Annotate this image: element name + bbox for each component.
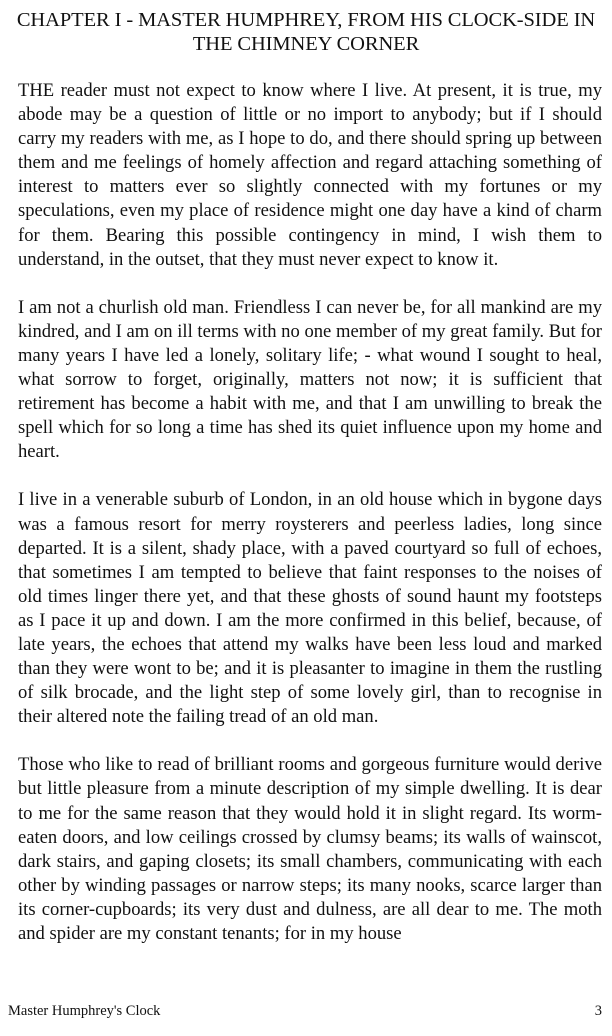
paragraph-4: Those who like to read of brilliant rooms and gorgeous furniture would derive but little pleasure from a minute description of my simple dwelling. It is dear to me for the same reason that they would hold it in slight regard. Its worm-eaten doors, and low ceilings crossed by clumsy beams; its walls of wainscot, dark stairs, and gaping closets; its small chambers, communicating with each other by winding passages or narrow steps; its many nooks, scarce larger than its corner-cupboards; its very dust and dulness, are all dear to me. The moth and spider are my constant tenants; for in my house [18,754,602,944]
paragraph-3: I live in a venerable suburb of London, in an old house which in bygone days was a famous resort for merry roysterers and peerless ladies, long since departed. It is a silent, shady place, with a paved courtyard so full of echoes, that sometimes I am tempted to believe that faint responses to the noises of old times linger there yet, and that these ghosts of sound haunt my footsteps as I pace it up and down. I am the more confirmed in this belief, because, of late years, the echoes that attend my walks have been less loud and marked than they were wont to be; and it is pleasanter to imagine in them the rustling of silk brocade, and the light step of some lovely girl, than to recognise in their altered note the failing tread of an old man. [18,489,602,728]
paragraph-1: THE reader must not expect to know where I live. At present, it is true, my abode may be a question of little or no import to anybody; but if I should carry my readers with me, as I hope to do, and there should spring up between them and me feelings of homely affection and regard attaching something of interest to matters ever so slightly connected with my fortunes or my speculations, even my place of residence might one day have a kind of charm for them. Bearing this possible contingency in mind, I wish them to understand, in the outset, that they must never expect to know it. [18,80,602,270]
chapter-title: CHAPTER I - MASTER HUMPHREY, FROM HIS CLOCK-SIDE IN THE CHIMNEY CORNER [16,9,596,55]
paragraph-2: I am not a churlish old man. Friendless I can never be, for all mankind are my kindred, and I am on ill terms with no one member of my great family. But for many years I have led a lonely, solitary life; - what wound I sought to heal, what sorrow to forget, originally, matters not now; it is sufficient that retirement has become a habit with me, and that I am unwilling to break the spell which for so long a time has shed its quiet influence upon my home and heart. [18,296,602,463]
footer-page-number: 3 [594,1003,602,1019]
footer-book-title: Master Humphrey's Clock [8,1003,161,1019]
body-text [18,79,602,970]
